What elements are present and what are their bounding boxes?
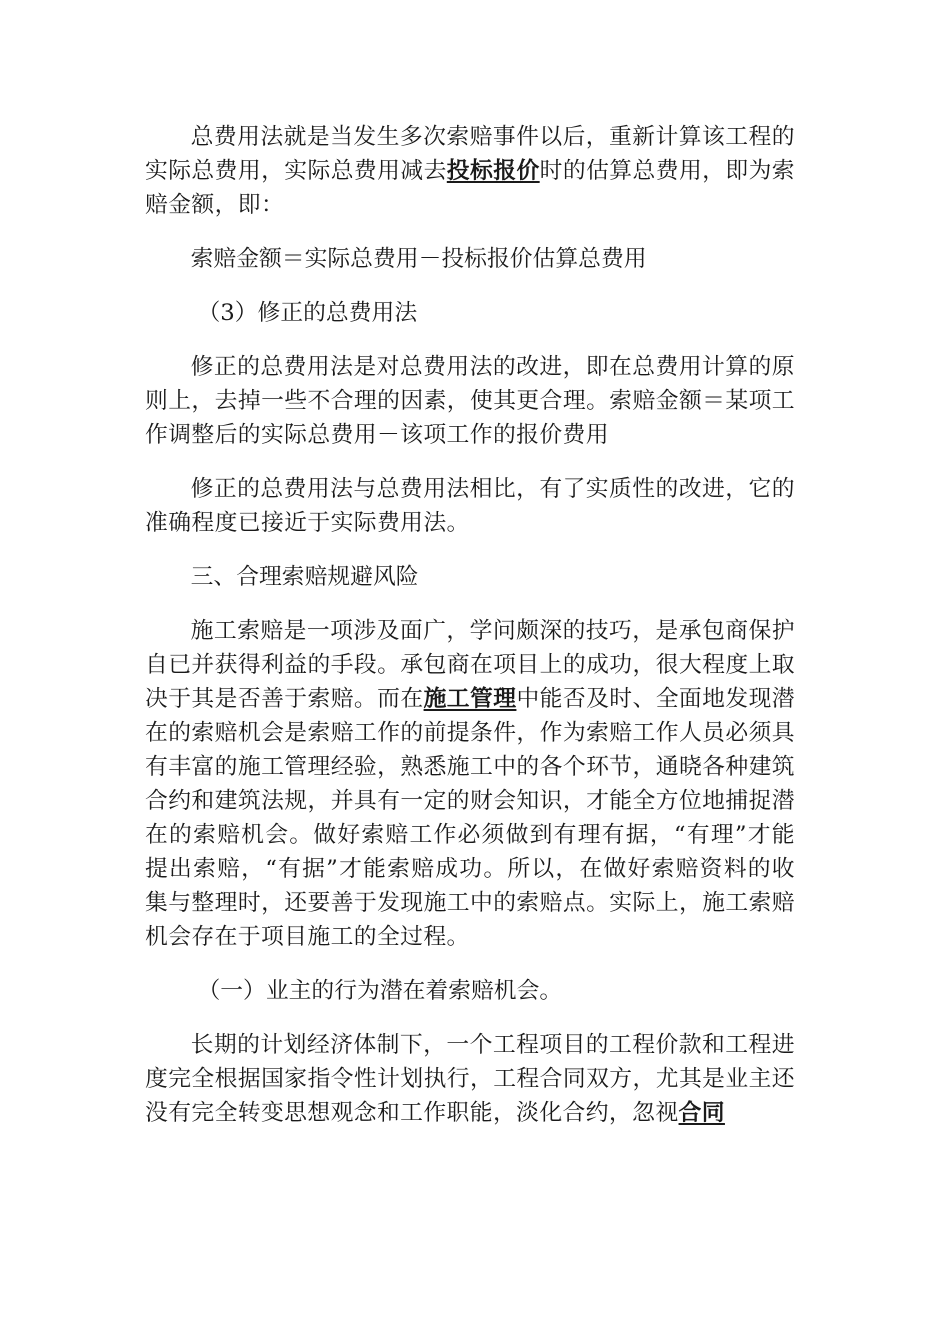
paragraph-construction-claims [145,614,795,954]
paragraph-text: 中能否及时、全面地发现潜在的索赔机会是索赔工作的前提条件，作为索赔工作人员必须具有丰富的施工管理经验，熟悉施工中的各个环节，通晓各种建筑合约和建筑法规，并具有一定的财会知识，才能全方位地捕捉潜在的索赔机会。做好索赔工作必须做到有理有据，“有理”才能提出索赔，“有据”才能索赔成功。所以，在做好索赔资料的收集与整理时，还要善于发现施工中的索赔点。实际上，施工索赔机会存在于项目施工的全过程。 [145,686,795,950]
link-bid-quotation[interactable]: 投标报价 [446,158,540,184]
paragraph-modified-comparison: 修正的总费用法与总费用法相比，有了实质性的改进，它的准确程度已接近于实际费用法。 [145,476,795,536]
paragraph-text: 总费用法就是当发生多次索赔事件以后，重新计算该工程的实际总费用，实际总费用减去 [145,124,795,184]
link-construction-management[interactable]: 施工管理 [423,686,517,712]
link-contract[interactable]: 合同 [678,1100,725,1126]
paragraph-text: 时的估算总费用，即为索赔金额，即： [145,158,795,218]
paragraph-total-cost-method [145,120,795,222]
document-page [145,120,795,1150]
paragraph-planned-economy [145,1028,795,1130]
heading-owner-behavior: （一）业主的行为潜在着索赔机会。 [197,978,563,1004]
paragraph-modified-method: 修正的总费用法是对总费用法的改进，即在总费用计算的原则上，去掉一些不合理的因素，使其更合理。索赔金额＝某项工作调整后的实际总费用－该项工作的报价费用 [145,354,795,448]
heading-section-three: 三、合理索赔规避风险 [190,564,419,590]
heading-modified-total-cost-method: （3）修正的总费用法 [197,300,418,326]
paragraph-text: 长期的计划经济体制下，一个工程项目的工程价款和工程进度完全根据国家指令性计划执行，工程合同双方，尤其是业主还没有完全转变思想观念和工作职能，淡化合约，忽视 [145,1032,795,1126]
formula-claim-amount: 索赔金额＝实际总费用－投标报价估算总费用 [190,246,647,272]
paragraph-text: 施工索赔是一项涉及面广，学问颇深的技巧，是承包商保护自已并获得利益的手段。承包商在项目上的成功，很大程度上取决于其是否善于索赔。而在 [145,618,795,712]
